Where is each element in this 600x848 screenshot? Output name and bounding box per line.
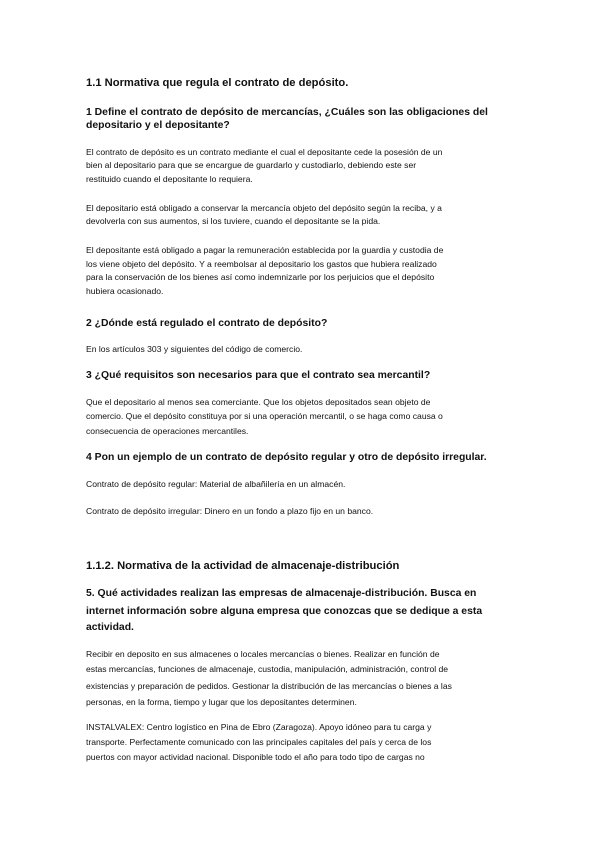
question-1-line: 1 Define el contrato de depósito de mercancías, ¿Cuáles son las obligaciones del: [86, 107, 488, 118]
answer-2-line: En los artículos 303 y siguientes del código de comercio.: [86, 344, 303, 354]
answer-1-paragraph-1-line: bien al depositario para que se encargue de guardarlo y custodiarlo, debiendo este ser: [86, 160, 417, 170]
answer-1-paragraph-1-line: El contrato de depósito es un contrato mediante el cual el depositante cede la posesión de un: [86, 147, 443, 157]
question-2-line: 2 ¿Dónde está regulado el contrato de depósito?: [86, 318, 328, 329]
question-3-line: 3 ¿Qué requisitos son necesarios para que el contrato sea mercantil?: [86, 370, 431, 381]
answer-3-line: Que el depositario al menos sea comerciante. Que los objetos depositados sean objeto de: [86, 397, 431, 407]
question-5-line: 5. Qué actividades realizan las empresas de almacenaje-distribución. Busca en: [86, 588, 477, 599]
answer-1-paragraph-2-line: El depositario está obligado a conservar la mercancía objeto del depósito según la reciba, y a: [86, 203, 442, 213]
answer-5-paragraph-2-line: transporte. Perfectamente comunicado con las principales capitales del país y cerca de los: [86, 737, 432, 747]
answer-1-paragraph-3-line: los viene objeto del depósito. Y a reembolsar al depositario los gastos que hubiera realizado: [86, 259, 437, 269]
answer-3-line: consecuencia de operaciones mercantiles.: [86, 426, 249, 436]
answer-4-irregular-line: Contrato de depósito irregular: Dinero en un fondo a plazo fijo en un banco.: [86, 506, 374, 516]
question-4-line: 4 Pon un ejemplo de un contrato de depósito regular y otro de depósito irregular.: [86, 452, 487, 463]
answer-1-paragraph-3-line: hubiera ocasionado.: [86, 286, 164, 296]
answer-5-paragraph-1-line: personas, en la forma, tiempo y lugar que los depositantes determinen.: [86, 697, 357, 707]
answer-5-paragraph-2-line: INSTALVALEX: Centro logístico en Pina de Ebro (Zaragoza). Apoyo idóneo para tu carga y: [86, 722, 432, 732]
answer-1-paragraph-2-line: devolverla con sus aumentos, si los tuviere, cuando el depositante se la pida.: [86, 216, 381, 226]
answer-4-regular-line: Contrato de depósito regular: Material de albañilería en un almacén.: [86, 479, 346, 489]
answer-5-paragraph-2-line: puertos con mayor actividad nacional. Disponible todo el año para todo tipo de cargas no: [86, 752, 425, 762]
answer-1-paragraph-3-line: El depositante está obligado a pagar la remuneración establecida por la guardia y custodia de: [86, 245, 444, 255]
answer-5-paragraph-1-line: Recibir en deposito en sus almacenes o locales mercancías o bienes. Realizar en función de: [86, 649, 440, 659]
answer-3-line: comercio. Que el depósito constituya por si una operación mercantil, o se haga como causa o: [86, 411, 443, 421]
answer-1-paragraph-3-line: para la conservación de los bienes así como indemnizarle por los perjuicios que el depósito: [86, 272, 435, 282]
section-heading-1-1-2-line: 1.1.2. Normativa de la actividad de almacenaje-distribución: [86, 560, 400, 572]
question-5-line: actividad.: [86, 622, 134, 633]
answer-1-paragraph-1-line: restituido cuando el depositante lo requiera.: [86, 174, 253, 184]
answer-5-paragraph-1-line: existencias y preparación de pedidos. Gestionar la distribución de las mercancías o bienes a las: [86, 681, 452, 691]
question-5-line: internet información sobre alguna empresa que conozcas que se dedique a esta: [86, 606, 483, 617]
answer-5-paragraph-1-line: estas mercancías, funciones de almacenaje, custodia, manipulación, administración, control de: [86, 664, 449, 674]
question-1-line: depositario y el depositante?: [86, 120, 230, 131]
section-heading-1-1-line: 1.1 Normativa que regula el contrato de depósito.: [86, 77, 349, 89]
